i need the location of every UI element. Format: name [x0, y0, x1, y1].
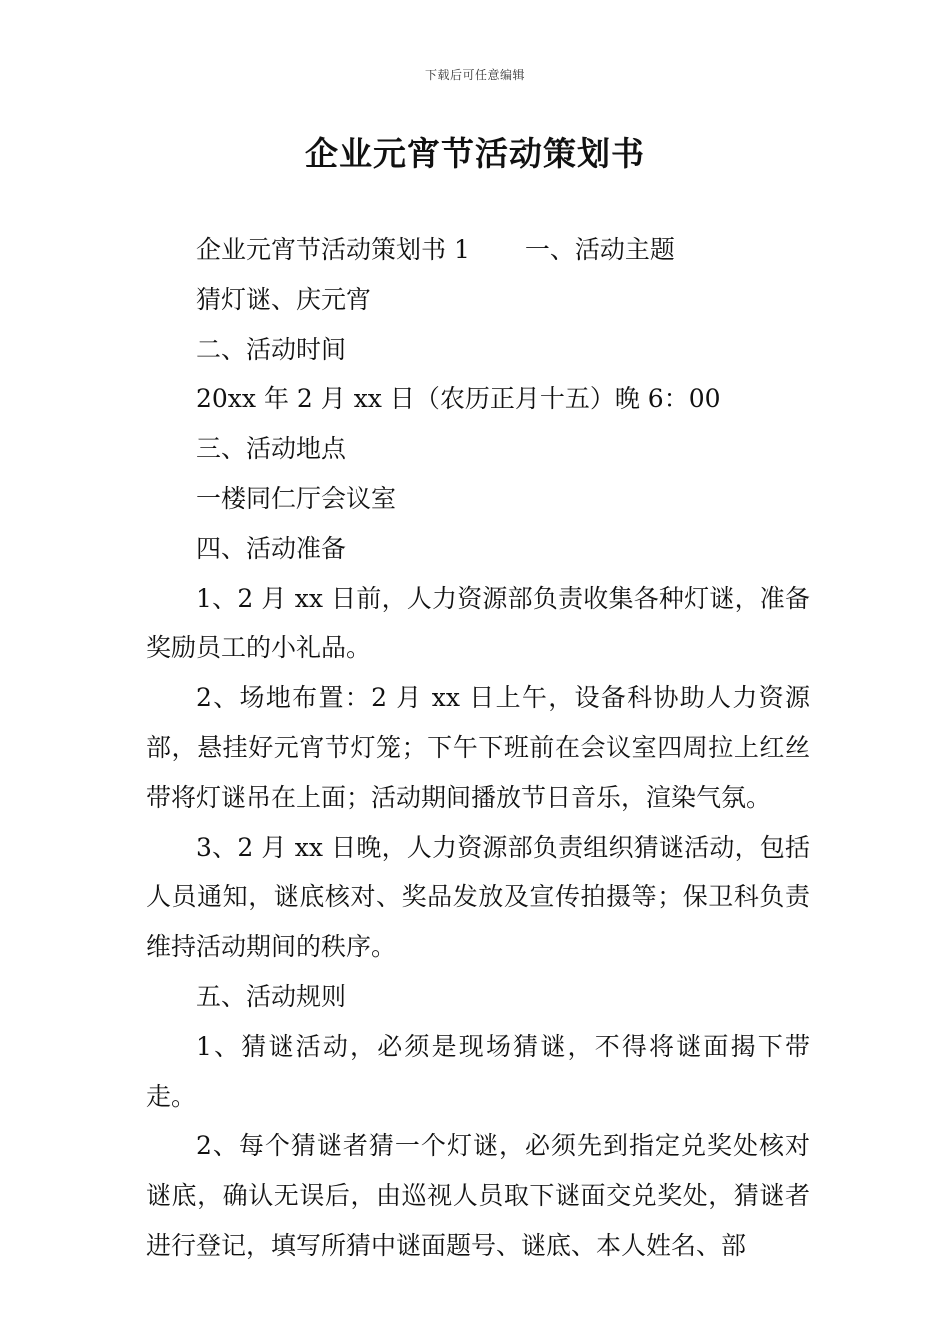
section-heading-preparation: 四、活动准备	[196, 533, 347, 563]
plan-title-number: 企业元宵节活动策划书 1	[196, 235, 470, 264]
first-line	[146, 225, 810, 275]
paragraph-theme-content: 猜灯谜、庆元宵	[196, 284, 372, 314]
document-body	[146, 225, 810, 1271]
section-heading-rules: 五、活动规则	[196, 981, 347, 1011]
paragraph-preparation-3: 3、2 月 xx 日晚，人力资源部负责组织猜谜活动，包括人员通知，谜底核对、奖品发放及宣传拍摄等；保卫科负责维持活动期间的秩序。	[146, 832, 810, 962]
paragraph-preparation-2: 2、场地布置：2 月 xx 日上午，设备科协助人力资源部，悬挂好元宵节灯笼；下午下班前在会议室四周拉上红丝带将灯谜吊在上面；活动期间播放节日音乐，渲染气氛。	[146, 683, 810, 812]
document-title: 企业元宵节活动策划书	[305, 134, 645, 173]
section-heading-theme: 一、活动主题	[524, 235, 675, 264]
header-note: 下载后可任意编辑	[424, 68, 525, 82]
section-heading-location: 三、活动地点	[196, 434, 347, 464]
paragraph-rule-2: 2、每个猜谜者猜一个灯谜，必须先到指定兑奖处核对谜底，确认无误后，由巡视人员取下谜面交兑奖处，猜谜者进行登记，填写所猜中谜面题号、谜底、本人姓名、部	[146, 1131, 810, 1260]
paragraph-location-content: 一楼同仁厅会议室	[196, 483, 397, 513]
paragraph-preparation-1: 1、2 月 xx 日前，人力资源部负责收集各种灯谜，准备奖励员工的小礼品。	[146, 583, 810, 663]
section-heading-time: 二、活动时间	[196, 334, 347, 364]
paragraph-rule-1: 1、猜谜活动，必须是现场猜谜，不得将谜面揭下带走。	[146, 1031, 810, 1111]
paragraph-time-content: 20xx 年 2 月 xx 日（农历正月十五）晚 6：00	[196, 384, 721, 414]
